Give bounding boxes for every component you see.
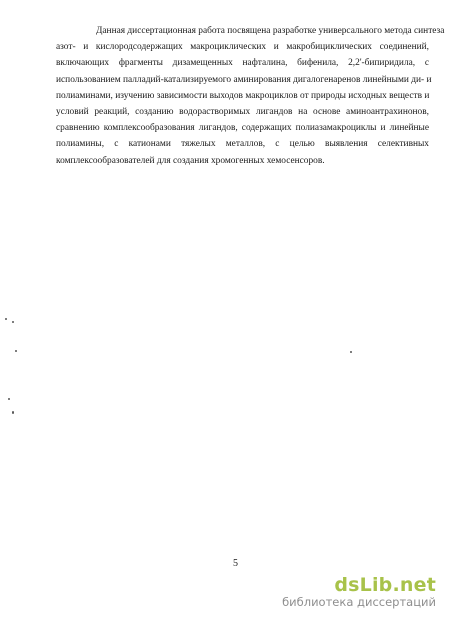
paragraph <box>56 23 445 169</box>
text-line: условий реакций, созданию водорастворимых лигандов на основе аминоантрахинонов, <box>56 106 429 117</box>
text-line: включающих фрагменты дизамещенных нафталина, бифенила, 2,2'-бипиридила, с <box>56 58 429 69</box>
text-line: полиамины, с катионами тяжелых металлов, с целью выявления селективных <box>56 139 429 150</box>
text-line: Данная диссертационная работа посвящена разработке универсального метода синтеза <box>96 26 445 36</box>
text-line: азот- и кислородсодержащих макроциклических и макробициклических соединений, <box>56 42 429 53</box>
watermark-logo: dsLib.net <box>334 574 436 596</box>
scan-speck <box>350 351 352 353</box>
scan-speck <box>12 411 14 414</box>
text-line: использованием палладий-катализируемого аминирования дигалогенаренов линейными ди- и <box>56 74 432 85</box>
text-line: полиаминами, изучению зависимости выходов макроциклов от природы исходных веществ и <box>56 90 430 101</box>
watermark <box>282 575 436 609</box>
page-number: 5 <box>233 558 238 569</box>
scan-speck <box>12 321 14 323</box>
scan-speck <box>8 398 10 400</box>
scan-speck <box>5 318 7 320</box>
scan-speck <box>15 350 17 352</box>
text-line: комплексообразователей для создания хромогенных хемосенсоров. <box>56 155 325 166</box>
text-line: сравнению комплексообразования лигандов, содержащих полиазамакроциклы и линейные <box>56 123 429 134</box>
watermark-subtitle: библиотека диссертаций <box>282 595 436 609</box>
